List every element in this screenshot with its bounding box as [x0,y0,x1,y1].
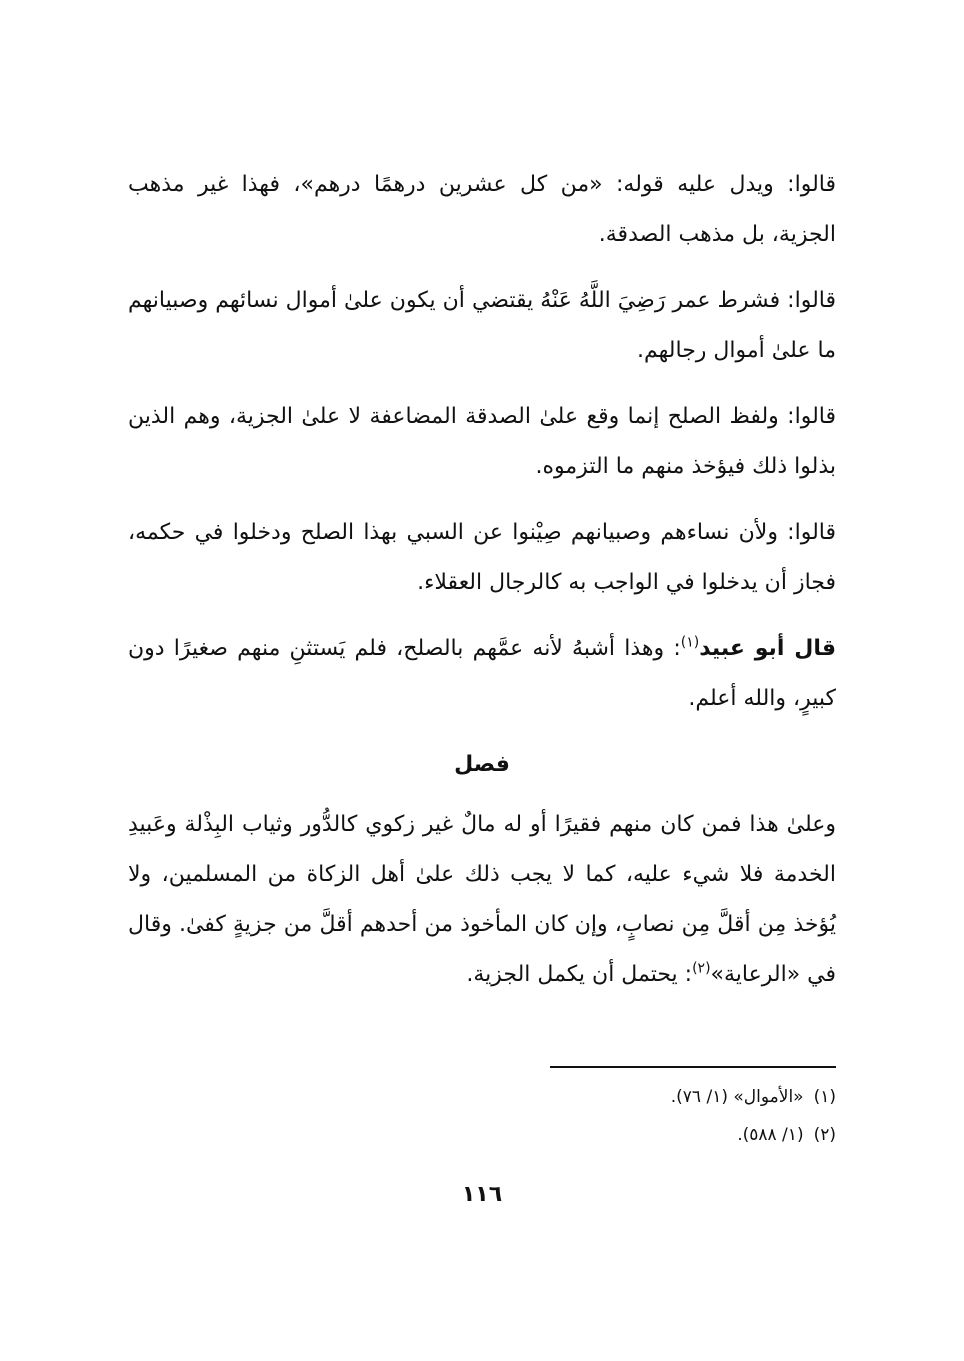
final-paragraph [128,800,836,1000]
abu-ubaid-paragraph [128,624,836,724]
abu-ubaid-lead: قال أبو عبيد [699,636,836,661]
final-paragraph-text: وعلىٰ هذا فمن كان منهم فقيرًا أو له مالٌ غير زكوي كالدُّور وثياب البِذْلة وعَبيدِ الخدمة فلا شيء عليه، كما لا يجب ذلك علىٰ أهل الزكاة من المسلمين، ولا يُؤخذ مِن أقلَّ مِن نصابٍ، وإن كان المأخوذ من أحدهم أقلَّ من جزيةٍ كفىٰ. وقال في «الرعاية» [128,812,836,987]
footnotes-block [128,1078,836,1154]
main-text-block [128,160,836,1016]
final-paragraph-tail: : يحتمل أن يكمل الجزية. [466,962,693,987]
footnote-ref-2[interactable]: (٢) [692,960,711,977]
section-heading: فصل [454,752,510,777]
footnote-2 [128,1116,836,1154]
abu-ubaid-text: : وهذا أشبهُ لأنه عمَّهم بالصلح، فلم يَستثنِ منهم صغيرًا دون كبيرٍ، والله أعلم. [128,636,836,711]
footnote-separator [550,1066,836,1068]
footnote-ref-1[interactable]: (١) [680,634,700,651]
paragraph-3: قالوا: ولفظ الصلح إنما وقع علىٰ الصدقة المضاعفة لا علىٰ الجزية، وهم الذين بذلوا ذلك فيؤخذ منهم ما التزموه. [128,404,836,479]
paragraph-1: قالوا: ويدل عليه قوله: «من كل عشرين درهمًا درهم»، فهذا غير مذهب الجزية، بل مذهب الصدقة. [128,172,836,247]
footnote-1-text: «الأموال» (١/ ٧٦). [670,1087,804,1107]
footnote-2-number: (٢) [813,1125,836,1145]
paragraph-4: قالوا: ولأن نساءهم وصبيانهم صِيْنوا عن السبي بهذا الصلح ودخلوا في حكمه، فجاز أن يدخلوا في الواجب به كالرجال العقلاء. [128,520,836,595]
page-number: ١١٦ [461,1182,503,1207]
footnote-1 [128,1078,836,1116]
footnote-1-number: (١) [813,1087,836,1107]
paragraph-2: قالوا: فشرط عمر رَضِيَ اللَّهُ عَنْهُ يقتضي أن يكون علىٰ أموال نسائهم وصبيانهم ما علىٰ أموال رجالهم. [128,288,836,363]
footnote-2-text: (١/ ٥٨٨). [737,1125,804,1145]
